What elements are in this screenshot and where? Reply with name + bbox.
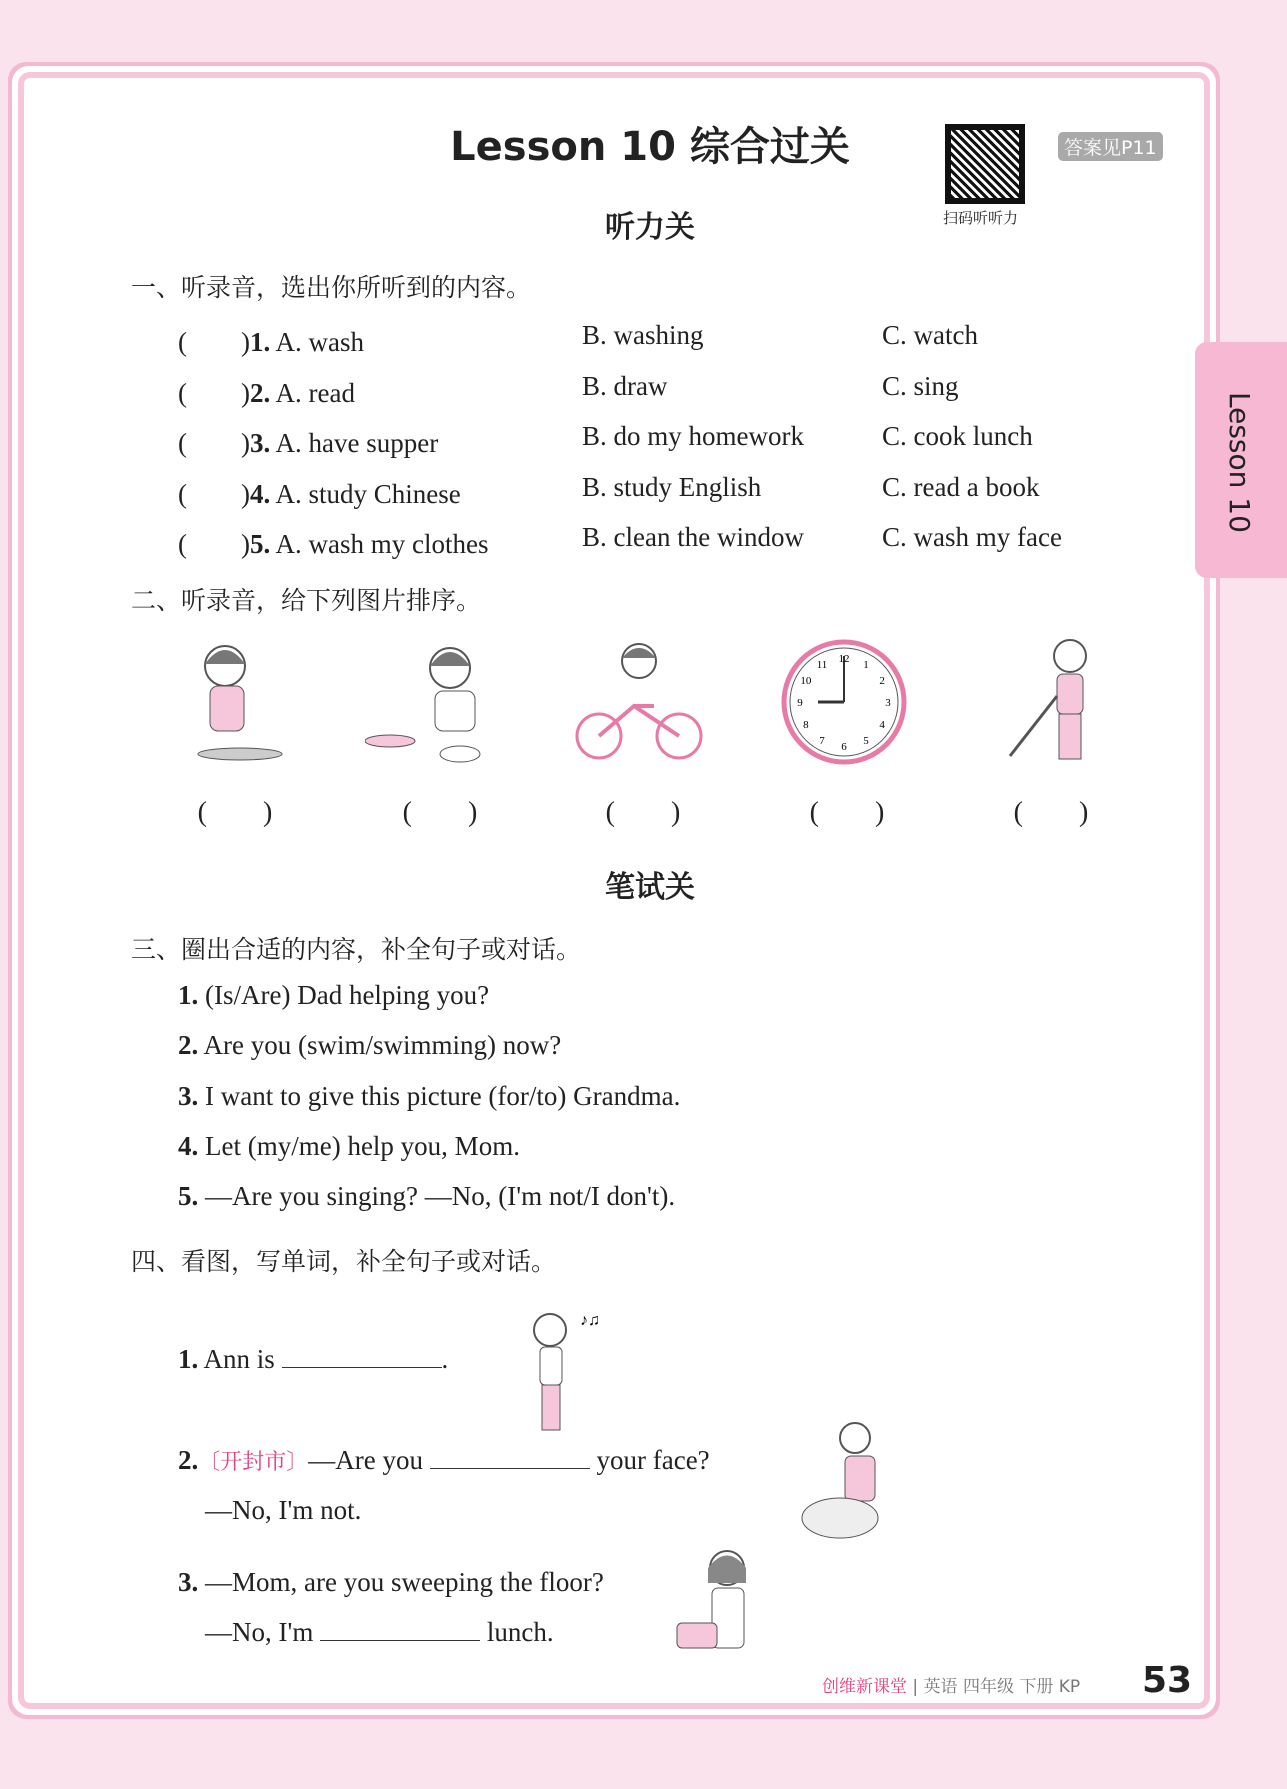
q-text[interactable]: —Are you singing? —No, (I'm not/I don't).	[205, 1181, 676, 1212]
clock-number: 8	[803, 719, 809, 731]
part4-question-1	[178, 1344, 448, 1375]
q-number: 4.	[249, 478, 271, 509]
q-text: lunch.	[486, 1617, 554, 1647]
q-text[interactable]: (Is/Are) Dad helping you?	[205, 980, 490, 1010]
clock-number: 7	[819, 735, 825, 748]
girl-sweeping-picture	[995, 636, 1125, 776]
svg-text:♪♫: ♪♫	[580, 1312, 600, 1329]
part3-question	[178, 1181, 675, 1212]
mom-cooking-picture	[672, 1543, 762, 1663]
page-number: 53	[1142, 1660, 1193, 1701]
writing-heading: 笔试关	[605, 870, 695, 905]
qr-label: 扫码听听力	[943, 209, 1019, 227]
part4-q2-answer: —No, I'm not.	[205, 1495, 362, 1525]
boy-riding-bike-picture	[574, 636, 704, 776]
q-number: 2.	[249, 377, 271, 408]
part1-question	[178, 472, 461, 511]
qr-code[interactable]	[945, 124, 1025, 204]
clock-number: 5	[863, 735, 869, 748]
clock-picture	[780, 638, 908, 766]
answer-blank[interactable]	[430, 1447, 590, 1469]
part4-instruction: 四、看图，写单词，补全句子或对话。	[131, 1247, 557, 1276]
option-c: C. read a book	[882, 471, 1040, 502]
clock-number: 9	[797, 697, 803, 709]
clock-number: 3	[885, 697, 891, 709]
q-number: 4.	[178, 1130, 199, 1161]
q-text[interactable]: I want to give this picture (for/to) Grandma.	[205, 1080, 681, 1111]
footer	[822, 1672, 1080, 1697]
clock-number: 10	[800, 675, 812, 687]
part3-question	[178, 1081, 680, 1112]
option-a: A. have supper	[275, 428, 439, 458]
part3-question	[178, 980, 489, 1011]
girl-singing-picture	[515, 1305, 615, 1435]
answer-paren[interactable]: ( )	[178, 377, 250, 408]
answer-paren[interactable]: ( )	[178, 478, 250, 509]
q-number: 5.	[178, 1181, 199, 1212]
part1-instruction: 一、听录音，选出你所听到的内容。	[131, 273, 532, 302]
part4-q3-answer	[205, 1617, 554, 1648]
part2-instruction: 二、听录音，给下列图片排序。	[131, 586, 482, 615]
clock-number: 6	[841, 741, 847, 753]
option-b: B. clean the window	[582, 522, 804, 552]
q-number: 3.	[178, 1080, 199, 1111]
option-c: C. sing	[882, 370, 959, 401]
order-paren[interactable]: ( )	[605, 797, 681, 828]
option-a: A. study Chinese	[275, 478, 461, 509]
q-number: 3.	[249, 428, 271, 458]
side-tab-label: Lesson 10	[1223, 392, 1256, 533]
q-text[interactable]: Are you (swim/swimming) now?	[203, 1030, 562, 1061]
part1-question	[178, 320, 364, 359]
region-tag: 〔开封市〕	[198, 1449, 309, 1474]
option-b: B. study English	[582, 471, 762, 502]
girl-washing-picture	[800, 1418, 910, 1548]
listening-heading: 听力关	[605, 210, 695, 245]
clock-number: 2	[879, 675, 885, 687]
girl-cooking-picture	[180, 636, 310, 776]
q-text: your face?	[596, 1445, 710, 1475]
boy-eating-picture	[365, 636, 495, 776]
clock-number: 1	[863, 658, 869, 671]
clock-number: 12	[838, 653, 850, 665]
part1-question	[178, 371, 355, 410]
option-c: C. watch	[882, 320, 978, 350]
footer-info: | 英语 四年级 下册 KP	[912, 1677, 1081, 1697]
q-number: 2.	[178, 1445, 199, 1475]
q-text[interactable]: Let (my/me) help you, Mom.	[205, 1130, 520, 1161]
clock-number: 11	[816, 658, 828, 671]
answer-blank[interactable]	[320, 1619, 480, 1641]
answer-badge: 答案见P11	[1058, 132, 1163, 161]
order-paren[interactable]: ( )	[1013, 797, 1089, 828]
footer-brand: 创维新课堂	[822, 1677, 907, 1697]
part1-question	[178, 522, 488, 561]
part4-question-2	[178, 1445, 710, 1476]
page-title: Lesson 10 综合过关	[450, 124, 850, 170]
q-text: —Are you	[308, 1445, 423, 1475]
option-a: A. read	[275, 377, 355, 408]
answer-paren[interactable]: ( )	[178, 327, 250, 357]
option-a: A. wash	[275, 327, 364, 357]
q-number: 1.	[178, 980, 199, 1010]
part3-question	[178, 1030, 561, 1061]
option-c: C. cook lunch	[882, 421, 1033, 451]
side-tab	[1195, 342, 1287, 578]
q-number: 1.	[178, 1344, 199, 1374]
q-text: Ann is	[203, 1344, 275, 1374]
q-number: 5.	[249, 529, 271, 559]
answer-paren[interactable]: ( )	[178, 428, 250, 458]
option-b: B. do my homework	[582, 421, 804, 451]
option-b: B. draw	[582, 370, 668, 401]
order-paren[interactable]: ( )	[809, 797, 885, 828]
part4-question-3	[178, 1567, 604, 1598]
part3-instruction: 三、圈出合适的内容，补全句子或对话。	[131, 935, 582, 964]
q-number: 2.	[178, 1030, 199, 1061]
q-text: —Mom, are you sweeping the floor?	[205, 1567, 604, 1597]
answer-blank[interactable]	[282, 1346, 442, 1368]
answer-paren[interactable]: ( )	[178, 529, 250, 559]
q-text: —No, I'm	[205, 1617, 314, 1647]
q-number: 3.	[178, 1567, 199, 1597]
q-text: .	[441, 1344, 449, 1374]
clock-number: 4	[879, 719, 885, 731]
q-number: 1.	[249, 327, 271, 357]
option-b: B. washing	[582, 320, 704, 350]
option-c: C. wash my face	[882, 522, 1062, 552]
part3-question	[178, 1131, 520, 1162]
order-paren[interactable]: ( )	[197, 797, 273, 828]
option-a: A. wash my clothes	[275, 529, 489, 559]
order-paren[interactable]: ( )	[402, 797, 478, 828]
part1-question	[178, 421, 438, 460]
